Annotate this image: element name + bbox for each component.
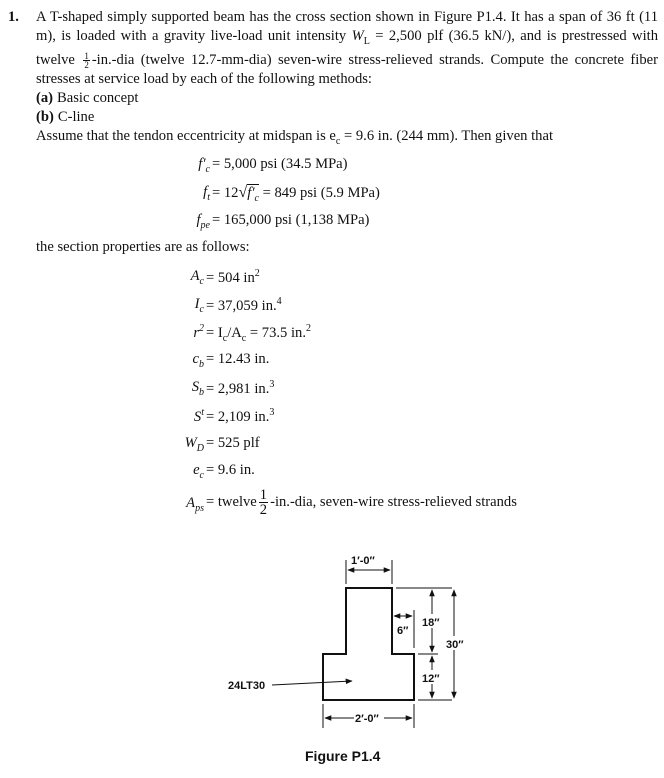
statement-part-2: = 2,500 plf (36.5 kN/), and is prestressed with twelve — [36, 28, 658, 68]
figure-caption: Figure P1.4 — [305, 748, 381, 764]
wl-symbol: W — [351, 28, 364, 44]
statement-part-3: -in.-dia (twelve 12.7-mm-dia) seven-wire stress-relieved strands. Compute the concrete fiber stresses at service load by each of the following methods: — [36, 51, 658, 87]
section-outline — [323, 588, 414, 700]
section-intro: the section properties are as follows: — [36, 239, 250, 255]
t-section-figure — [220, 540, 470, 740]
dim-6-label: 6″ — [397, 625, 409, 637]
problem-statement — [8, 8, 658, 127]
dim-30-label: 30″ — [446, 639, 464, 651]
prop-aps: $A_{ps}$ = twelve $\frac{1}{2}$ -in.-dia, seven-wire stress-relieved strands — [186, 487, 517, 518]
half-fraction: $\frac{1}{2}$ — [84, 51, 89, 71]
dim-top-label: 1′-0″ — [351, 555, 375, 567]
method-b: (b) C-line — [36, 108, 95, 125]
method-a: (a) Basic concept — [36, 89, 139, 106]
textbook-page: 1. A T-shaped simply supported beam has the cross section shown in Figure P1.4. It has a span of 36 ft (11 m), is loaded with a gravity live-load unit intensity $W_L = 2,500$ plf (36.5 kN/), and is prestressed with twelve $\frac{1}{2}$ -in.-dia (twelve 12.7-mm-dia) seven-wire stress-relieved strands. Compute the concrete fiber stresses at service load by each of the following methods: (a) Basic concept (b) C-line Assume that the tendon eccentricity at midspan is $e_c = 9.6$ in. (244 mm). Then given that $f'_c$ = 5,000 psi (34.5 MPa) $f_t$ = $12√f'_c = 849$ psi (5.9 MPa) $f_{pe}$ = 165,000 psi (1,138 MPa) the section properties are as follows: $A_c$ = 504 $in^2$ $I_c$ = 37,059 in.$^4$ $r^2$ = $I_c/A_c = 73.5$ in.$^2$ $c_b$ = 12.43 in. $S_b$ = 2,981 in.$^3$ $S^t$ = 2,109 in.$^3$ $W_D$ = 525 plf $e_c$ = 9.6 in. $A_{ps}$ = twelve $\frac{1}{2}$ -in.-dia, seven-wire stress-relieved strands 1′-0″ 2′-0″ 6″ 18″ 12″ 30″ 24LT30 Figure P1.4 — [0, 0, 664, 778]
statement-part-1: A T-shaped simply supported beam has the cross section shown in Figure P1.4. It has a span of 36 ft (11 m), is loaded with a gravity live-load unit intensity — [36, 9, 658, 44]
problem-body — [36, 8, 658, 89]
wl-sub: L — [363, 35, 370, 47]
section-label: 24LT30 — [228, 680, 266, 692]
dim-bottom-label: 2′-0″ — [355, 713, 379, 725]
dim-12-label: 12″ — [422, 673, 440, 685]
assume-paragraph: Assume that the tendon eccentricity at midspan is $e_c = 9.6$ in. (244 mm). Then given that — [36, 128, 554, 147]
dim-18-label: 18″ — [422, 617, 440, 629]
aps-fraction: $\frac{1}{2}$ — [259, 487, 268, 518]
problem-number: 1. — [8, 9, 19, 25]
